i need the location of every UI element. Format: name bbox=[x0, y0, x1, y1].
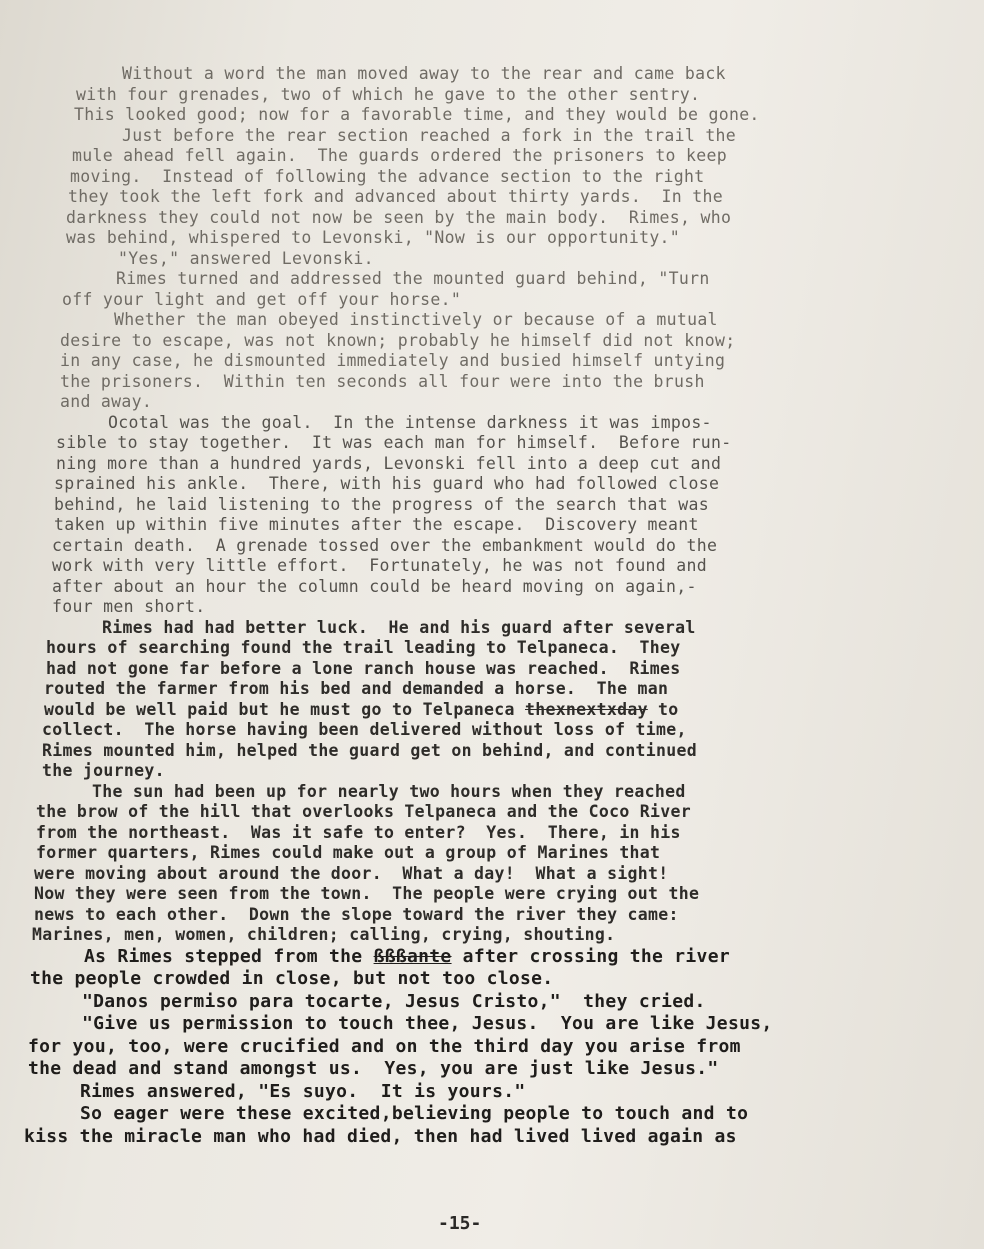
text-line bbox=[0, 1013, 984, 1036]
text-line bbox=[0, 372, 984, 393]
body-text bbox=[0, 64, 984, 1148]
text-line bbox=[0, 495, 984, 516]
line-text: they took the left fork and advanced about thirty yards. In the bbox=[68, 187, 723, 206]
line-text: collect. The horse having been delivered without loss of time, bbox=[42, 720, 687, 739]
line-text: "Danos permiso para tocarte, Jesus Cristo," they cried. bbox=[82, 990, 706, 1012]
line-text: was behind, whispered to Levonski, "Now is our opportunity." bbox=[66, 228, 681, 247]
line-text: The sun had been up for nearly two hours when they reached bbox=[92, 781, 686, 801]
line-text: Marines, men, women, children; calling, crying, shouting. bbox=[32, 925, 616, 944]
text-line bbox=[0, 515, 984, 536]
struck-out-word: thexnextxday bbox=[525, 699, 648, 719]
text-line bbox=[0, 146, 984, 167]
line-text: were moving about around the door. What a day! What a sight! bbox=[34, 863, 669, 883]
line-text: kiss the miracle man who had died, then had lived lived again as bbox=[24, 1125, 737, 1147]
text-line bbox=[0, 802, 984, 823]
line-text: behind, he laid listening to the progress of the search that was bbox=[54, 494, 709, 514]
text-line bbox=[0, 741, 984, 762]
text-line bbox=[0, 454, 984, 475]
line-text: Whether the man obeyed instinctively or because of a mutual bbox=[114, 310, 718, 329]
text-line bbox=[0, 126, 984, 147]
line-text: Without a word the man moved away to the rear and came back bbox=[122, 64, 726, 83]
text-line bbox=[0, 187, 984, 208]
line-text: the journey. bbox=[42, 761, 165, 780]
line-text: Rimes mounted him, helped the guard get on behind, and continued bbox=[42, 740, 697, 760]
text-line bbox=[0, 556, 984, 577]
line-text: "Yes," answered Levonski. bbox=[118, 248, 374, 268]
text-line bbox=[0, 968, 984, 991]
line-text: the brow of the hill that overlooks Telpaneca and the Coco River bbox=[36, 802, 691, 821]
line-text: work with very little effort. Fortunately, he was not found and bbox=[52, 556, 707, 575]
line-text: sprained his ankle. There, with his guard who had followed close bbox=[54, 474, 720, 493]
line-text: darkness they could not now be seen by the main body. Rimes, who bbox=[66, 207, 732, 227]
text-line bbox=[0, 290, 984, 311]
text-line bbox=[0, 720, 984, 741]
text-line bbox=[0, 536, 984, 557]
text-line bbox=[0, 85, 984, 106]
text-line bbox=[0, 1081, 984, 1104]
line-text: Just before the rear section reached a fork in the trail the bbox=[122, 125, 737, 145]
text-line bbox=[0, 946, 984, 969]
text-line bbox=[0, 618, 984, 639]
text-line bbox=[0, 679, 984, 700]
line-text: from the northeast. Was it safe to enter? Yes. There, in his bbox=[36, 822, 681, 842]
line-text: the prisoners. Within ten seconds all four were into the brush bbox=[60, 371, 705, 391]
line-text: desire to escape, was not known; probably he himself did not know; bbox=[60, 330, 736, 350]
text-line bbox=[0, 597, 984, 618]
line-text: former quarters, Rimes could make out a group of Marines that bbox=[36, 843, 661, 862]
text-line bbox=[0, 864, 984, 885]
line-text: after about an hour the column could be heard moving on again,- bbox=[52, 576, 697, 596]
text-line bbox=[0, 638, 984, 659]
text-line bbox=[0, 392, 984, 413]
line-text: off your light and get off your horse." bbox=[62, 289, 462, 309]
line-text: sible to stay together. It was each man for himself. Before run- bbox=[56, 433, 732, 452]
text-line bbox=[0, 905, 984, 926]
text-line bbox=[0, 351, 984, 372]
text-line bbox=[0, 1036, 984, 1059]
text-line bbox=[0, 925, 984, 946]
line-text: for you, too, were crucified and on the third day you arise from bbox=[28, 1035, 741, 1057]
text-line bbox=[0, 269, 984, 290]
text-line bbox=[0, 413, 984, 434]
text-line bbox=[0, 474, 984, 495]
line-text: with four grenades, two of which he gave to the other sentry. bbox=[76, 84, 701, 104]
line-text: Now they were seen from the town. The people were crying out the bbox=[34, 884, 700, 903]
struck-out-word: ßßßante bbox=[373, 945, 452, 967]
line-text: As Rimes stepped from the bbox=[84, 945, 363, 967]
text-line bbox=[0, 700, 984, 721]
text-line bbox=[0, 884, 984, 905]
line-text: "Give us permission to touch thee, Jesus. You are like Jesus, bbox=[82, 1013, 773, 1034]
line-text: So eager were these excited,believing people to touch and to bbox=[80, 1103, 749, 1124]
line-text: Rimes had had better luck. He and his guard after several bbox=[102, 617, 696, 637]
text-line bbox=[0, 1058, 984, 1081]
line-text-continued: to bbox=[647, 699, 679, 719]
line-text: Rimes answered, "Es suyo. It is yours." bbox=[80, 1080, 526, 1102]
text-line bbox=[0, 577, 984, 598]
text-line bbox=[0, 64, 984, 85]
text-line bbox=[0, 843, 984, 864]
line-text: This looked good; now for a favorable time, and they would be gone. bbox=[74, 105, 760, 124]
text-line bbox=[0, 991, 984, 1014]
text-line bbox=[0, 105, 984, 126]
line-text: Ocotal was the goal. In the intense darkness it was impos- bbox=[108, 412, 712, 432]
text-line bbox=[0, 782, 984, 803]
text-line bbox=[0, 823, 984, 844]
line-text: Rimes turned and addressed the mounted guard behind, "Turn bbox=[116, 269, 710, 288]
text-line bbox=[0, 1103, 984, 1126]
text-line bbox=[0, 761, 984, 782]
text-line bbox=[0, 228, 984, 249]
line-text: in any case, he dismounted immediately and busied himself untying bbox=[60, 351, 726, 370]
line-text: would be well paid but he must go to Telpaneca bbox=[44, 699, 515, 719]
line-text: and away. bbox=[60, 392, 153, 411]
line-text: hours of searching found the trail leading to Telpaneca. They bbox=[46, 638, 681, 657]
line-text: moving. Instead of following the advance section to the right bbox=[70, 166, 705, 186]
text-line bbox=[0, 1126, 984, 1149]
line-text: routed the farmer from his bed and demanded a horse. The man bbox=[44, 679, 669, 698]
line-text: certain death. A grenade tossed over the embankment would do the bbox=[52, 535, 718, 555]
line-text: ning more than a hundred yards, Levonski fell into a deep cut and bbox=[56, 453, 722, 473]
text-line bbox=[0, 249, 984, 270]
text-line bbox=[0, 167, 984, 188]
page-number: -15- bbox=[438, 1213, 482, 1234]
text-line bbox=[0, 433, 984, 454]
line-text: the dead and stand amongst us. Yes, you are just like Jesus." bbox=[28, 1058, 719, 1079]
text-line bbox=[0, 310, 984, 331]
text-line bbox=[0, 208, 984, 229]
line-text: news to each other. Down the slope toward the river they came: bbox=[34, 904, 679, 924]
line-text: mule ahead fell again. The guards ordered the prisoners to keep bbox=[72, 146, 727, 165]
line-text: had not gone far before a lone ranch house was reached. Rimes bbox=[46, 658, 681, 678]
text-line bbox=[0, 331, 984, 352]
line-text-continued: after crossing the river bbox=[451, 945, 730, 967]
line-text: taken up within five minutes after the escape. Discovery meant bbox=[54, 515, 699, 534]
line-text: the people crowded in close, but not too close. bbox=[30, 968, 554, 989]
line-text: four men short. bbox=[52, 597, 206, 616]
text-line bbox=[0, 659, 984, 680]
